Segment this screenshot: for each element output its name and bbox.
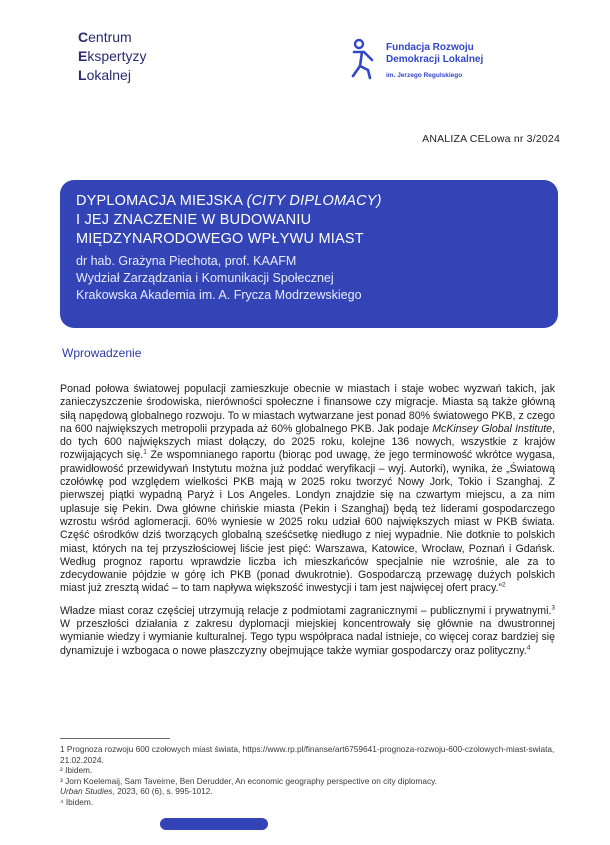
footnote-ref-2[interactable]: 2 [501,581,506,589]
footnote-2: ² Ibidem. [60,765,93,775]
author-block [76,253,542,304]
title-line-1: DYPLOMACJA MIEJSKA (CITY DIPLOMACY) [76,193,382,209]
issue-label: ANALIZA CELowa nr 3/2024 [422,133,560,145]
logo-line-3: Lokalnej [78,67,131,83]
footnote-3: ³ Jorn Koelemaij, Sam Taveirne, Ben Derudder, An economic geography perspective on city diplomacy. Urban Studies, 2023, 60 (6), s. 995-1012. [60,775,437,796]
title-line-3: MIĘDZYNARODOWEGO WPŁYWU MIAST [76,231,364,247]
footnote-ref-3[interactable]: 3 [551,604,555,612]
footnote-1: 1 Prognoza rozwoju 600 czołowych miast świata, https://www.rp.pl/finanse/art6759641-prognoza-rozwoju-600-czolowych-miast-swiata, 21.02.2024. [60,744,555,765]
footnotes [60,744,555,807]
footnote-ref-4[interactable]: 4 [526,644,531,652]
footnote-ref-1[interactable]: 1 [143,448,147,456]
title-banner [60,180,558,328]
paragraph-2: Władze miast coraz częściej utrzymują relacje z podmiotami zagranicznymi – publicznymi i prywatnymi.$^3$ W przeszłości działania z zakresu dyplomacji miejskiej koncentrowały się głównie na dwustronnej wymianie wiedzy i wymianie kulturalnej. Tego typu współpraca nadal istnieje, co więcej coraz bardziej się dynamizuje i wzbogaca o nowe płaszczyzny obejmujące także wymiar gospodarczy oraz polityczny.$^4$ [60,604,555,657]
logo-line-1: Centrum [78,29,132,45]
logo-line-2: Ekspertyzy [78,48,147,64]
footnote-4: ⁴ Ibidem. [60,796,94,807]
person-figure-icon [350,38,380,80]
bottom-accent-bar [160,818,268,830]
fundacja-name: Fundacja Rozwoju Demokracji Lokalnej [386,42,484,65]
article-body [60,383,555,667]
author-affiliation-1: Wydział Zarządzania i Komunikacji Społecznej [76,271,334,285]
author-affiliation-2: Krakowska Akademia im. A. Frycza Modrzewskiego [76,288,362,302]
author-name: dr hab. Grażyna Piechota, prof. KAAFM [76,254,297,268]
paragraph-1: Ponad połowa światowej populacji zamieszkuje obecnie w miastach i staje wobec wyzwań takich, jak zanieczyszczenie środowiska, nierówności społeczne i finansowe czy migracje. Miasta są także główną siłą napędową globalnego rozwoju. To w miastach wytwarzane jest ponad 80% światowego PKB, z czego na 600 największych metropolii przypada aż 60% globalnego PKB. Jak podaje McKinsey Global Institute, do tych 600 największych miast dołączy, do 2025 roku, kolejne 136 nowych, wszystkie z krajów rozwijających się.$^1$ Ze wspomnianego raportu (biorąc pod uwagę, że jego terminowość wkrótce wygasa, prawidłowość przewidywań Instytutu można już poddać weryfikacji – wyj. Autorki), wynika, że „Światową czołówkę pod względem wielkości PKB mają w 2025 roku tworzyć Nowy Jork, Tokio i Szanghaj. Z pierwszej piątki wypadną Paryż i Los Angeles. Londyn znajdzie się na czwartym miejscu, a za nim uplasuje się Pekin. Dwa główne chińskie miasta (Pekin i Szanghaj) będą też liderami gospodarczego wzrostu wśród aglomeracji. 60% wyniesie w 2025 roku udział 600 największych miast w PKB świata. Część ośrodków dziś tworzących globalną sześćsetkę niedługo z niej wypadnie. Nie dotknie to polskich miast, których na tej przyszłościowej liście jest pięć: Warszawa, Katowice, Wrocław, Poznań i Gdańsk. Według prognoz raportu wprawdzie liczba ich mieszkańców specjalnie nie wzrośnie, ale za to zdecydowanie pójdzie w górę ich PKB (ponad dwukrotnie). Gospodarczą przewagę dużych polskich miast już zresztą widać – to tam napływa większość inwestycji i tam jest najwięcej ofert pracy.”$^2$ [60,383,556,595]
title-line-2: I JEJ ZNACZENIE W BUDOWANIU [76,212,312,228]
section-title: Wprowadzenie [62,346,142,360]
footnote-divider [60,738,170,739]
centrum-ekspertyzy-logo [78,28,146,85]
fundacja-patron: im. Jerzego Regulskiego [386,72,463,79]
